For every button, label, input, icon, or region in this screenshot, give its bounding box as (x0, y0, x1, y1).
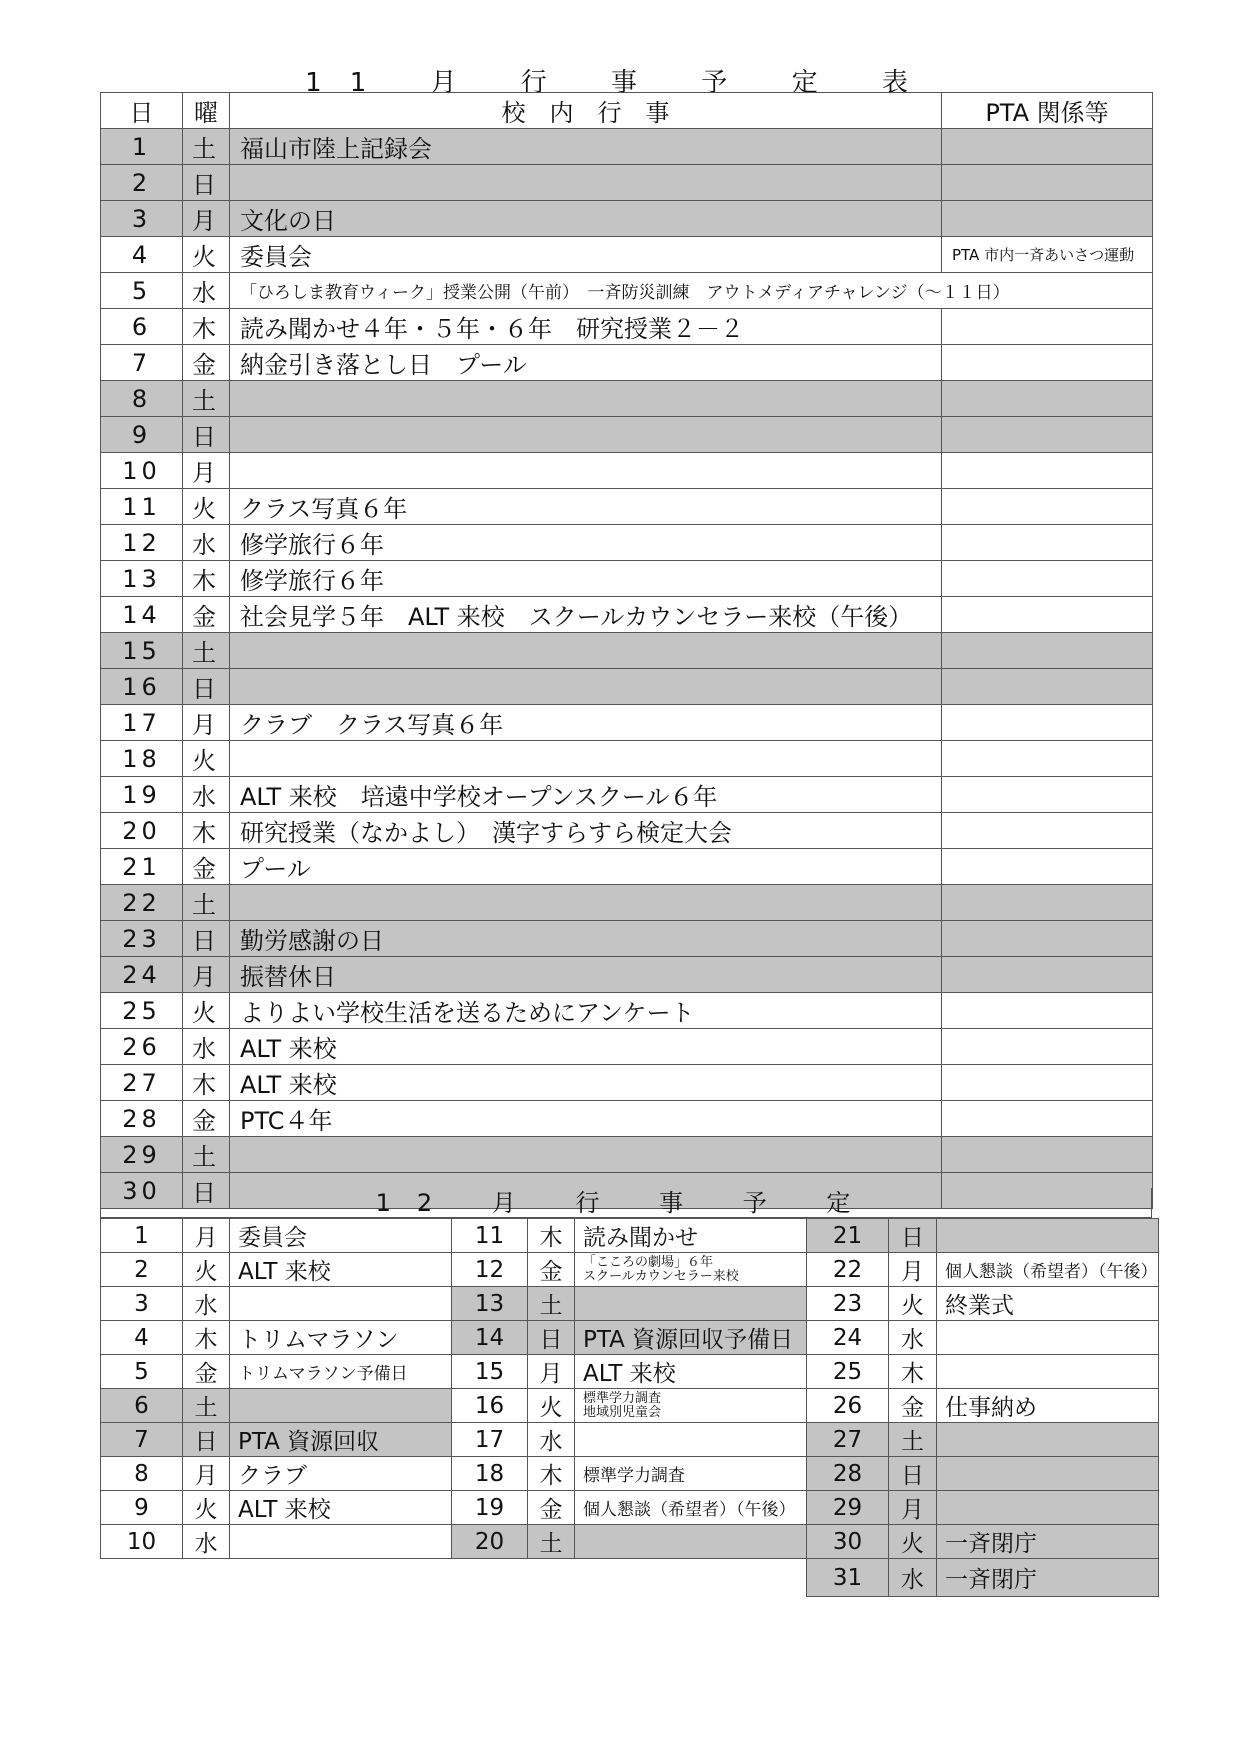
day-cell: 17 (101, 705, 183, 741)
event-cell (230, 1287, 452, 1321)
event-cell: PTA 資源回収 (230, 1423, 452, 1457)
event-cell (230, 741, 942, 777)
weekday-cell: 水 (183, 525, 230, 561)
day-cell: 17 (452, 1423, 528, 1457)
weekday-cell: 月 (183, 957, 230, 993)
table-row (807, 1253, 1159, 1287)
event-cell: 福山市陸上記録会 (230, 129, 942, 165)
day-cell: 31 (807, 1559, 889, 1597)
table-row (101, 1219, 452, 1253)
weekday-cell: 日 (183, 921, 230, 957)
day-cell: 20 (452, 1525, 528, 1559)
weekday-cell: 月 (183, 1219, 230, 1253)
header-day: 日 (101, 93, 183, 129)
table-row (101, 381, 1153, 417)
day-cell: 10 (101, 1525, 183, 1559)
pta-cell (942, 849, 1153, 885)
day-cell: 7 (101, 345, 183, 381)
table-row (807, 1321, 1159, 1355)
weekday-cell: 土 (183, 381, 230, 417)
table-row (101, 1065, 1153, 1101)
day-cell: 7 (101, 1423, 183, 1457)
day-cell: 9 (101, 1491, 183, 1525)
header-school-events: 校 内 行 事 (230, 93, 942, 129)
day-cell: 19 (101, 777, 183, 813)
weekday-cell: 火 (183, 1491, 230, 1525)
event-cell (575, 1287, 807, 1321)
event-line-1: 「こころの劇場」６年 (583, 1254, 714, 1270)
pta-cell (942, 633, 1153, 669)
weekday-cell: 月 (889, 1253, 937, 1287)
event-cell (230, 1525, 452, 1559)
pta-cell (942, 993, 1153, 1029)
pta-cell (942, 957, 1153, 993)
header-weekday: 曜 (183, 93, 230, 129)
weekday-cell: 水 (183, 777, 230, 813)
day-cell: 18 (101, 741, 183, 777)
day-cell: 26 (807, 1389, 889, 1423)
weekday-cell: 火 (183, 237, 230, 273)
event-cell: 修学旅行６年 (230, 525, 942, 561)
day-cell: 5 (101, 1355, 183, 1389)
weekday-cell: 木 (183, 1065, 230, 1101)
event-cell: 研究授業（なかよし） 漢字すらすら検定大会 (230, 813, 942, 849)
table-row (807, 1457, 1159, 1491)
table-row (807, 1219, 1159, 1253)
day-cell: 29 (101, 1137, 183, 1173)
day-cell: 13 (101, 561, 183, 597)
table-row (807, 1423, 1159, 1457)
event-cell (937, 1355, 1159, 1389)
day-cell: 1 (101, 129, 183, 165)
day-cell: 19 (452, 1491, 528, 1525)
table-row (101, 1253, 452, 1287)
event-cell: トリムマラソン (230, 1321, 452, 1355)
table-row (101, 1287, 452, 1321)
day-cell: 8 (101, 381, 183, 417)
day-cell: 28 (101, 1101, 183, 1137)
event-cell (575, 1423, 807, 1457)
event-cell: 個人懇談（希望者）（午後） (937, 1253, 1159, 1287)
pta-cell (942, 669, 1153, 705)
table-row (101, 417, 1153, 453)
pta-cell (942, 381, 1153, 417)
table-row (101, 849, 1153, 885)
pta-cell (942, 525, 1153, 561)
event-cell (937, 1457, 1159, 1491)
weekday-cell: 月 (183, 1457, 230, 1491)
pta-cell (942, 1065, 1153, 1101)
event-cell: ALT 来校 培遠中学校オープンスクール６年 (230, 777, 942, 813)
pta-cell (942, 705, 1153, 741)
event-cell: 勤労感謝の日 (230, 921, 942, 957)
page-title: 11 月 行 事 予 定 表 (305, 68, 936, 98)
day-cell: 6 (101, 309, 183, 345)
pta-cell (942, 1029, 1153, 1065)
pta-cell (942, 777, 1153, 813)
event-cell (937, 1491, 1159, 1525)
day-cell: 29 (807, 1491, 889, 1525)
day-cell: 22 (101, 885, 183, 921)
weekday-cell: 日 (183, 1423, 230, 1457)
table-row (101, 561, 1153, 597)
event-cell (230, 453, 942, 489)
event-cell: クラス写真６年 (230, 489, 942, 525)
event-cell: プール (230, 849, 942, 885)
day-cell: 24 (807, 1321, 889, 1355)
weekday-cell: 金 (528, 1253, 575, 1287)
day-cell: 11 (452, 1219, 528, 1253)
weekday-cell: 金 (183, 1101, 230, 1137)
table-row (101, 1525, 452, 1559)
table-row (452, 1355, 807, 1389)
weekday-cell: 水 (183, 273, 230, 309)
event-cell (230, 1389, 452, 1423)
weekday-cell: 金 (183, 597, 230, 633)
weekday-cell: 木 (183, 309, 230, 345)
table-row (807, 1491, 1159, 1525)
weekday-cell: 金 (183, 1355, 230, 1389)
weekday-cell: 木 (183, 1321, 230, 1355)
table-row (101, 993, 1153, 1029)
pta-cell (942, 813, 1153, 849)
day-cell: 9 (101, 417, 183, 453)
day-cell: 25 (101, 993, 183, 1029)
day-cell: 5 (101, 273, 183, 309)
weekday-cell: 火 (889, 1287, 937, 1321)
event-cell: PTA 資源回収予備日 (575, 1321, 807, 1355)
weekday-cell: 木 (528, 1219, 575, 1253)
day-cell: 25 (807, 1355, 889, 1389)
table-row (452, 1457, 807, 1491)
table-row (101, 1321, 452, 1355)
weekday-cell: 土 (183, 633, 230, 669)
weekday-cell: 水 (889, 1559, 937, 1597)
day-cell: 28 (807, 1457, 889, 1491)
day-cell: 20 (101, 813, 183, 849)
event-cell: 読み聞かせ４年・５年・６年 研究授業２－２ (230, 309, 942, 345)
event-cell: 個人懇談（希望者）（午後） (575, 1491, 807, 1525)
day-cell: 26 (101, 1029, 183, 1065)
table-row (101, 489, 1153, 525)
pta-cell: PTA 市内一斉あいさつ運動 (942, 237, 1153, 273)
event-cell (575, 1389, 807, 1423)
event-cell: クラブ クラス写真６年 (230, 705, 942, 741)
weekday-cell: 水 (528, 1423, 575, 1457)
day-cell: 8 (101, 1457, 183, 1491)
event-cell: 終業式 (937, 1287, 1159, 1321)
day-cell: 22 (807, 1253, 889, 1287)
table-row (101, 1423, 452, 1457)
weekday-cell: 日 (183, 165, 230, 201)
day-cell: 16 (101, 669, 183, 705)
day-cell: 18 (452, 1457, 528, 1491)
weekday-cell: 水 (183, 1525, 230, 1559)
event-cell: 納金引き落とし日 プール (230, 345, 942, 381)
event-cell: ALT 来校 (230, 1253, 452, 1287)
table-row (101, 633, 1153, 669)
table-row (101, 345, 1153, 381)
table-row (101, 129, 1153, 165)
day-cell: 3 (101, 201, 183, 237)
weekday-cell: 月 (183, 705, 230, 741)
day-cell: 21 (807, 1219, 889, 1253)
day-cell: 13 (452, 1287, 528, 1321)
table-row (101, 1491, 452, 1525)
event-cell: 読み聞かせ (575, 1219, 807, 1253)
december-table-2 (451, 1218, 807, 1559)
weekday-cell: 火 (183, 489, 230, 525)
event-cell: 文化の日 (230, 201, 942, 237)
event-line-2: スクールカウンセラー来校 (583, 1268, 739, 1284)
event-line-2: 地域別児童会 (583, 1404, 662, 1420)
pta-cell (942, 345, 1153, 381)
event-cell: 振替休日 (230, 957, 942, 993)
weekday-cell: 金 (889, 1389, 937, 1423)
event-cell: 一斉閉庁 (937, 1525, 1159, 1559)
pta-cell (942, 741, 1153, 777)
weekday-cell: 月 (528, 1355, 575, 1389)
table-row (101, 957, 1153, 993)
table-header-row (101, 93, 1153, 129)
weekday-cell: 火 (528, 1389, 575, 1423)
weekday-cell: 月 (183, 201, 230, 237)
event-cell (937, 1423, 1159, 1457)
table-row (101, 201, 1153, 237)
day-cell: 15 (101, 633, 183, 669)
table-row (101, 705, 1153, 741)
event-cell: 一斉閉庁 (937, 1559, 1159, 1597)
pta-cell (942, 561, 1153, 597)
event-cell (230, 633, 942, 669)
weekday-cell: 木 (183, 813, 230, 849)
weekday-cell: 火 (183, 1253, 230, 1287)
pta-cell (942, 129, 1153, 165)
table-row (807, 1559, 1159, 1597)
day-cell: 3 (101, 1287, 183, 1321)
event-cell (575, 1525, 807, 1559)
event-cell: ALT 来校 (230, 1491, 452, 1525)
table-row (101, 741, 1153, 777)
pta-cell (942, 597, 1153, 633)
table-row (452, 1321, 807, 1355)
event-cell (937, 1219, 1159, 1253)
weekday-cell: 日 (183, 417, 230, 453)
pta-cell (942, 1101, 1153, 1137)
day-cell: 23 (807, 1287, 889, 1321)
december-table-3 (806, 1218, 1159, 1597)
weekday-cell: 火 (889, 1525, 937, 1559)
november-schedule-table (100, 92, 1153, 1209)
pta-cell (942, 453, 1153, 489)
table-row (452, 1219, 807, 1253)
table-row (807, 1389, 1159, 1423)
event-cell (230, 417, 942, 453)
pta-cell (942, 417, 1153, 453)
day-cell: 4 (101, 237, 183, 273)
day-cell: 24 (101, 957, 183, 993)
weekday-cell: 月 (183, 453, 230, 489)
event-cell: ALT 来校 (230, 1029, 942, 1065)
weekday-cell: 土 (528, 1287, 575, 1321)
event-cell (230, 885, 942, 921)
event-cell: 委員会 (230, 237, 942, 273)
weekday-cell: 金 (183, 345, 230, 381)
table-row (101, 597, 1153, 633)
table-row (101, 1389, 452, 1423)
table-row (452, 1423, 807, 1457)
event-cell: PTC４年 (230, 1101, 942, 1137)
table-row (101, 1029, 1153, 1065)
table-row (101, 453, 1153, 489)
event-cell (575, 1253, 807, 1287)
event-cell (230, 381, 942, 417)
pta-cell (942, 885, 1153, 921)
pta-cell (942, 489, 1153, 525)
day-cell: 11 (101, 489, 183, 525)
table-row (452, 1525, 807, 1559)
day-cell: 12 (452, 1253, 528, 1287)
event-cell: 委員会 (230, 1219, 452, 1253)
weekday-cell: 木 (889, 1355, 937, 1389)
header-pta: PTA 関係等 (942, 93, 1153, 129)
pta-cell (942, 921, 1153, 957)
table-row (101, 1355, 452, 1389)
table-row (101, 1137, 1153, 1173)
weekday-cell: 日 (889, 1457, 937, 1491)
event-cell: トリムマラソン予備日 (230, 1355, 452, 1389)
table-row (101, 1101, 1153, 1137)
day-cell: 4 (101, 1321, 183, 1355)
table-row (101, 921, 1153, 957)
weekday-cell: 日 (183, 1173, 230, 1209)
day-cell: 14 (452, 1321, 528, 1355)
event-line-1: 標準学力調査 (583, 1390, 662, 1406)
event-cell: クラブ (230, 1457, 452, 1491)
table-row (101, 273, 1153, 309)
weekday-cell: 日 (889, 1219, 937, 1253)
event-cell: 修学旅行６年 (230, 561, 942, 597)
day-cell: 16 (452, 1389, 528, 1423)
table-row (101, 237, 1153, 273)
weekday-cell: 土 (528, 1525, 575, 1559)
event-cell: ALT 来校 (575, 1355, 807, 1389)
weekday-cell: 土 (183, 1389, 230, 1423)
pta-cell (942, 201, 1153, 237)
event-cell (230, 669, 942, 705)
event-cell: 仕事納め (937, 1389, 1159, 1423)
pta-cell (942, 1137, 1153, 1173)
weekday-cell: 金 (183, 849, 230, 885)
table-row (452, 1491, 807, 1525)
weekday-cell: 水 (183, 1287, 230, 1321)
day-cell: 27 (101, 1065, 183, 1101)
table-row (101, 777, 1153, 813)
table-row (101, 525, 1153, 561)
day-cell: 2 (101, 1253, 183, 1287)
pta-cell (942, 165, 1153, 201)
weekday-cell: 土 (183, 129, 230, 165)
weekday-cell: 月 (889, 1491, 937, 1525)
weekday-cell: 木 (183, 561, 230, 597)
table-row (101, 885, 1153, 921)
event-cell (230, 165, 942, 201)
table-row (452, 1287, 807, 1321)
weekday-cell: 火 (183, 741, 230, 777)
weekday-cell: 水 (889, 1321, 937, 1355)
weekday-cell: 水 (183, 1029, 230, 1065)
day-cell: 30 (101, 1173, 183, 1209)
table-row (452, 1389, 807, 1423)
event-cell: 社会見学５年 ALT 来校 スクールカウンセラー来校（午後） (230, 597, 942, 633)
day-cell: 21 (101, 849, 183, 885)
table-row (807, 1525, 1159, 1559)
table-row (101, 165, 1153, 201)
december-table-1 (100, 1218, 452, 1559)
table-row (452, 1253, 807, 1287)
day-cell: 14 (101, 597, 183, 633)
table-row (101, 1457, 452, 1491)
day-cell: 23 (101, 921, 183, 957)
table-row (807, 1287, 1159, 1321)
december-title: 12 月 行 事 予 定 (100, 1188, 1152, 1218)
day-cell: 15 (452, 1355, 528, 1389)
table-row (101, 309, 1153, 345)
day-cell: 27 (807, 1423, 889, 1457)
event-cell: よりよい学校生活を送るためにアンケート (230, 993, 942, 1029)
day-cell: 30 (807, 1525, 889, 1559)
day-cell: 2 (101, 165, 183, 201)
weekday-cell: 土 (183, 1137, 230, 1173)
event-cell (230, 1137, 942, 1173)
day-cell: 1 (101, 1219, 183, 1253)
weekday-cell: 土 (183, 885, 230, 921)
table-row (101, 813, 1153, 849)
event-cell: 「ひろしま教育ウィーク」授業公開（午前） 一斉防災訓練 アウトメディアチャレンジ（～１１日） (230, 273, 1153, 309)
weekday-cell: 日 (528, 1321, 575, 1355)
event-cell: ALT 来校 (230, 1065, 942, 1101)
event-cell: 標準学力調査 (575, 1457, 807, 1491)
day-cell: 6 (101, 1389, 183, 1423)
day-cell: 10 (101, 453, 183, 489)
event-cell (937, 1321, 1159, 1355)
weekday-cell: 日 (183, 669, 230, 705)
table-row (807, 1355, 1159, 1389)
weekday-cell: 火 (183, 993, 230, 1029)
weekday-cell: 木 (528, 1457, 575, 1491)
weekday-cell: 金 (528, 1491, 575, 1525)
table-row (101, 669, 1153, 705)
weekday-cell: 土 (889, 1423, 937, 1457)
day-cell: 12 (101, 525, 183, 561)
pta-cell (942, 309, 1153, 345)
